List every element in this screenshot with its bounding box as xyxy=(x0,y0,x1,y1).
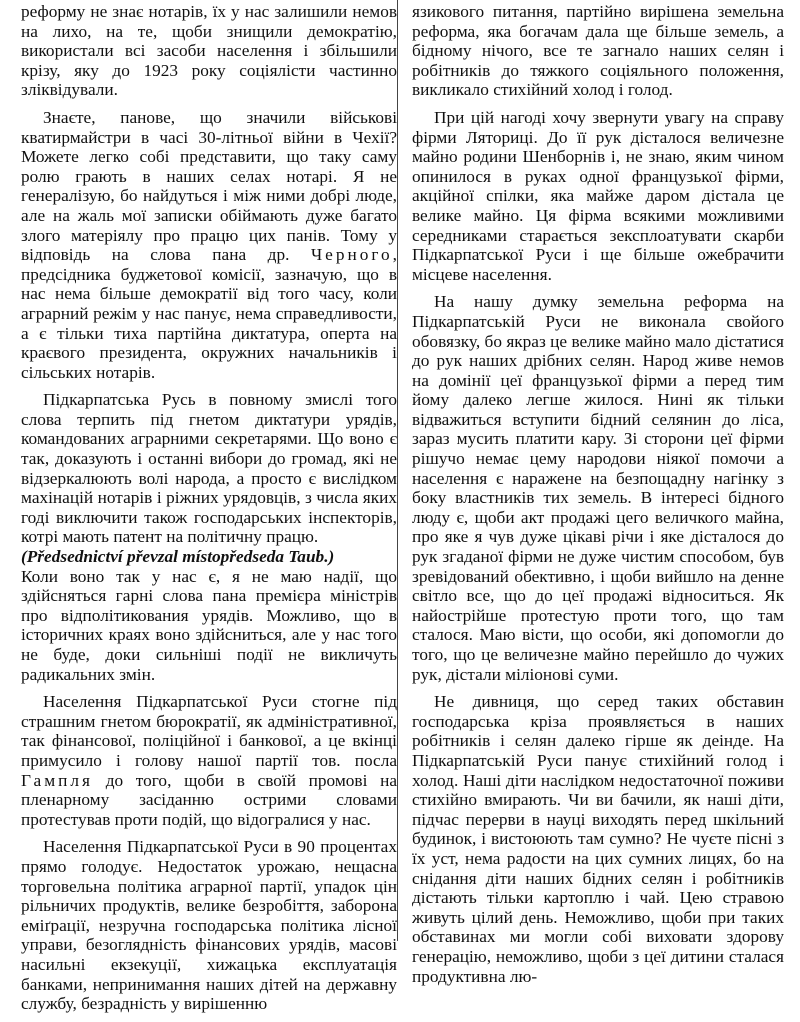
paragraph: Не дивниця, що серед таких обставин господарська кріза проявляється в наших робітників і селян далеко гірше як деінде. На Підкарпатській Руси панує стихійний голод і холод. Наші діти наслідком недостаточної поживи стихійно вмирають. Чи ви бачили, як наші діти, підчас перерви в науці виходять перед шкільний будинок, і вистоюють там сумно? Не чуєте пісні з їх уст, нема радости на цих сумних лицях, бо на снідання діти наших бідних селян і робітників дістають тільки картоплю і чай. Цею стравою живуть цілий день. Неможливо, щоби при таких обставинах ми могли собі виховати здорову генерацію, неможливо, щоби з цеї дитини сталася продуктивна лю- xyxy=(412,692,784,986)
paragraph: Коли воно так у нас є, я не маю надії, що здійсняться гарні слова пана премієра міністрів про відполітикования урядів. Можливо, що в історичних краях воно здійсниться, але у нас того не буде, доки сильніші події не викличуть радикальних змін. xyxy=(21,566,397,684)
paragraph: Підкарпатська Русь в повному змислі того слова терпить під гнетом диктатури урядів, командованих аграрними секретарями. Що воно є так, доказують і останні вибори до громад, які не відзеркалюють волі народа, а просто є вислідком махінацій нотарів і ріжних урядовців, з числа яких годі виключити також господарських інспекторів, котрі мають патент на політичну працю. xyxy=(21,390,397,547)
paragraph: Населення Підкарпатської Руси в 90 процентах прямо голодує. Недостаток урожаю, нещасна торговельна політика аграрної партії, упадок цін рільничих продуктів, велике безробіття, заборона еміґрації, незручна господарська політика лісної управи, безоглядність фінансових урядів, масові насильні екзекуції, хижацька експлуатація банками, непринимання наших дітей на державну службу, безрадність у вирішенню xyxy=(21,837,397,1014)
paragraph: На нашу думку земельна реформа на Підкарпатській Руси не виконала свойого обовязку, бо якраз це велике майно мало дістатися до рук наших дрібних селян. Народ живе немов на домінії цеї французької фірми а перед тим йому далеко легше жилося. Нині як тільки відважиться вступити бідний селянин до ліса, зараз мусить платити кару. Зі сторони цеї фірми рішучо немає цему народови ніякої помочи а населення є наражене на безпощадну нагінку з боку властників тих земель. В інтересі бідного люду є, щоби акт продажі цего величкого майна, про яке я чув дуже цікаві річи і яке дісталося до рук згаданої фірми не дуже чистим способом, був зревідований обективно, і щоби вийшло на денне світло все, що до цеї продажі відноситься. Як найострійше протестую проти того, що там сталося. Маю вісти, що особи, які допомогли до того, що це величезне майно перейшло до чужих рук, дістали міліонові суми. xyxy=(412,292,784,684)
paragraph-text: Населення Підкарпатської Руси стогне під страшним гнетом бюрократії, як адміністративної, так фінансової, поліційної і банкової, а це вкінці примусило і голову нашої партії тов. посла xyxy=(21,692,397,770)
person-name: Черного xyxy=(310,245,393,265)
paragraph-text: , предсідника буджетової комісії, зазначую, що в нас нема більше демократії від того часу, коли аграрний режім у нас панує, нема справедливости, а є тільки тиха партійна диктатура, оперта на краєвого президента, окружних начальників і сільських нотарів. xyxy=(21,245,397,382)
paragraph xyxy=(21,692,397,829)
chair-note: (Předsednictví převzal místopředseda Taub.) xyxy=(21,547,335,567)
column-divider xyxy=(397,0,398,941)
person-name: Гампля xyxy=(21,770,93,790)
right-column xyxy=(412,2,784,994)
paragraph: язикового питання, партійно вирішена земельна реформа, яка богачам дала ще більше земель, а бідному нічого, все те загнало наших селян і робітників до тяжкого соціяльного положення, викликало стихійний холод і голод. xyxy=(412,2,784,100)
paragraph-text: до того, щоби в своїй промові на пленарному засіданню острими словами протестував проти подій, що відогралися у нас. xyxy=(21,770,397,829)
paragraph: реформу не знає нотарів, їх у нас залишили немов на лихо, на те, щоби знищили демократію, використали всі засоби населення і збільшили крізу, яку до 1923 року соціялісти частинно зліквідували. xyxy=(21,2,397,100)
paragraph-text: Знаєте, панове, що значили військові кватирмайстри в часі 30-літньої війни в Чехії? Можете легко собі представити, що таку саму ролю грають в наших селах нотарі. Я не генералізую, бо найдуться і між ними добрі люде, але на жаль мої записки обіймають дуже багато злого матеріялу про працю цих панів. Тому у відповідь на слова пана др. xyxy=(21,107,397,265)
left-column xyxy=(21,2,397,1022)
paragraph: При цій нагоді хочу звернути увагу на справу фірми Ляториці. До її рук дісталося величезне майно родини Шенборнів і, не знаю, яким чином опинилося в руках одної французької фірми, акційної спілки, яка майже даром дістала це велике майно. Ця фірма всякими можливими середниками старається зексплоатувати скарби Підкарпатської Руси і ще більше ожебрачити місцеве населення. xyxy=(412,107,784,284)
paragraph xyxy=(21,108,397,382)
